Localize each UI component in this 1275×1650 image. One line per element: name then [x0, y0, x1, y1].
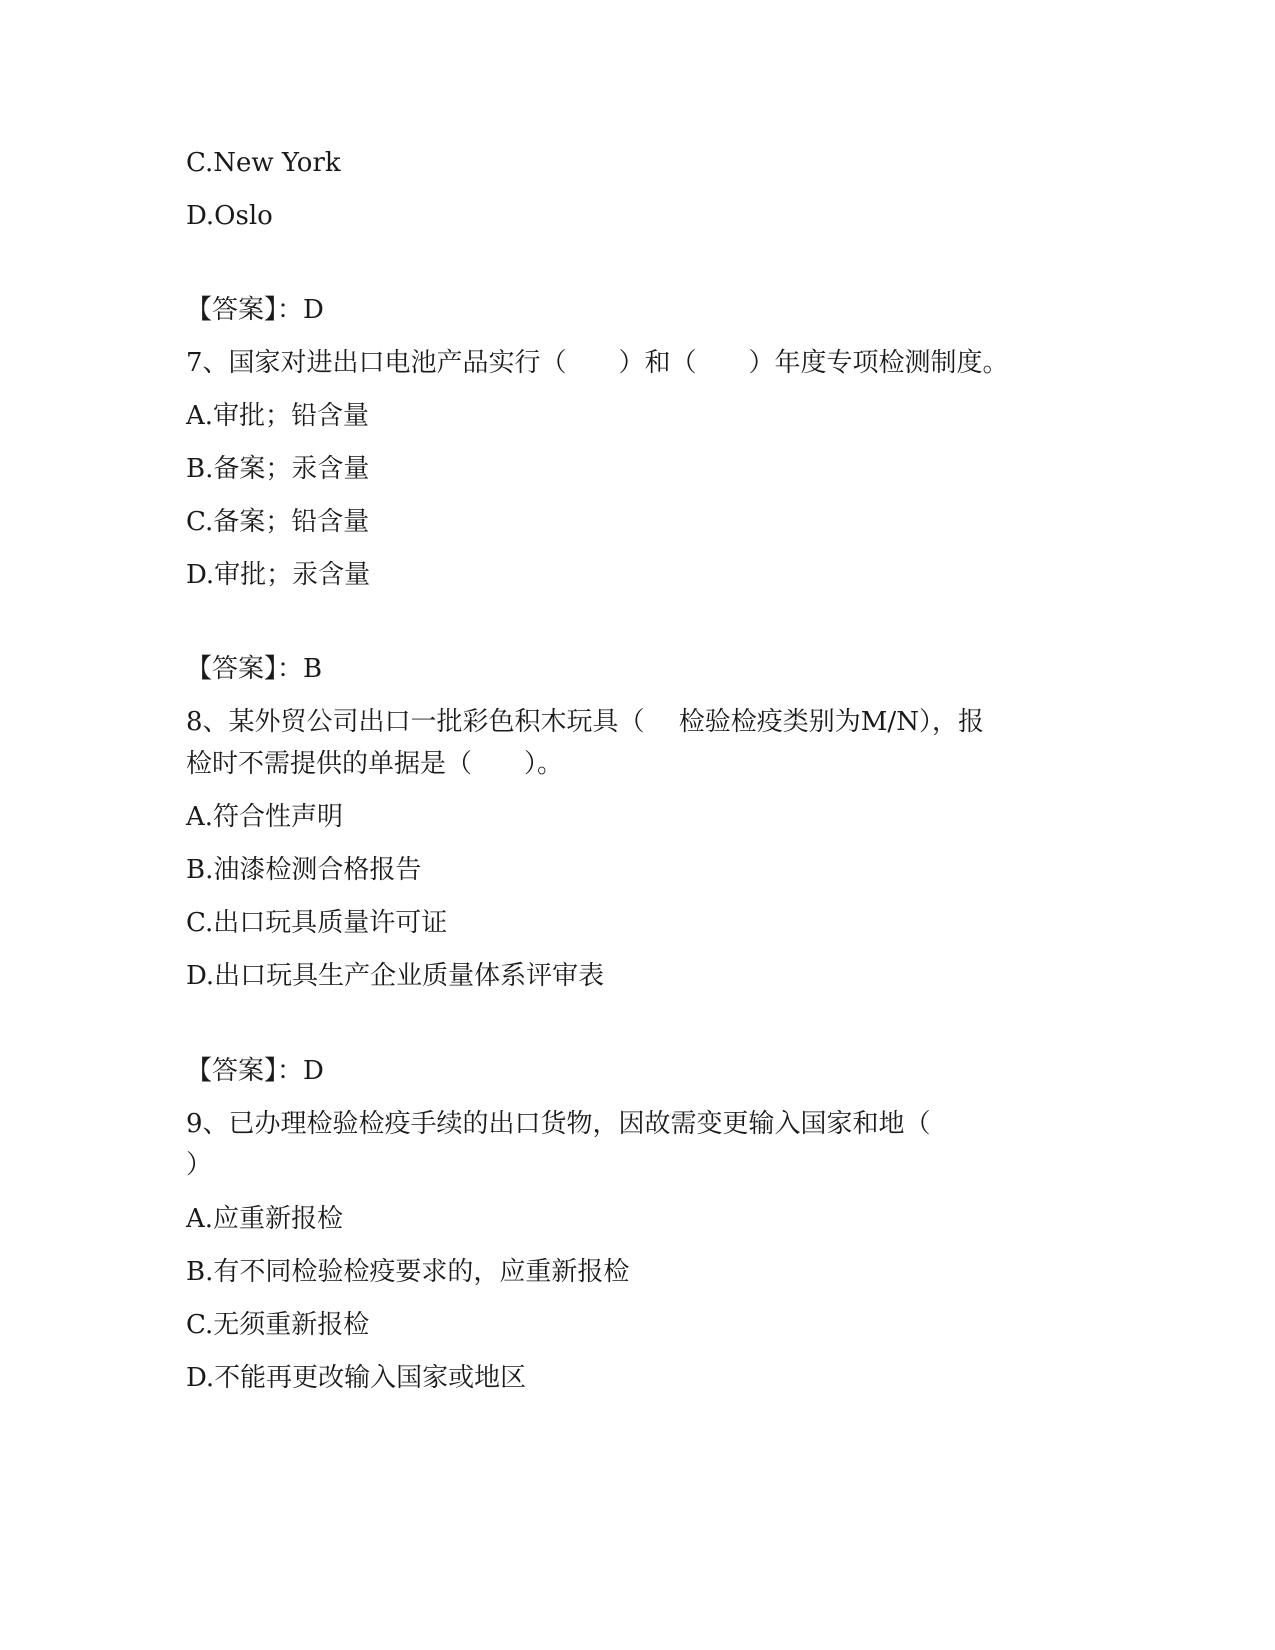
q6-answer: 【答案】：D — [186, 295, 324, 325]
q8-option-a: A.符合性声明 — [186, 802, 344, 832]
q9-option-a: A.应重新报检 — [186, 1204, 344, 1234]
q7-stem: 7、国家对进出口电池产品实行（ ）和（ ）年度专项检测制度。 — [186, 348, 1009, 378]
q9-option-c: C.无须重新报检 — [186, 1310, 370, 1340]
q8-option-b: B.油漆检测合格报告 — [186, 855, 422, 885]
q8-option-c: C.出口玩具质量许可证 — [186, 908, 448, 938]
q8-answer: 【答案】：D — [186, 1056, 324, 1086]
q8-stem-line1: 8、某外贸公司出口一批彩色积木玩具（ 检验检疫类别为M/N），报 — [186, 707, 984, 737]
q9-option-d: D.不能再更改输入国家或地区 — [186, 1363, 527, 1393]
q7-option-b: B.备案；汞含量 — [186, 454, 370, 484]
q7-option-c: C.备案；铅含量 — [186, 507, 370, 537]
q9-stem-line1: 9、已办理检验检疫手续的出口货物，因故需变更输入国家和地（ — [186, 1109, 931, 1139]
q8-option-d: D.出口玩具生产企业质量体系评审表 — [186, 961, 605, 991]
q7-answer: 【答案】：B — [186, 654, 323, 684]
q8-stem-line2: 检时不需提供的单据是（ ）。 — [186, 749, 564, 779]
q9-option-b: B.有不同检验检疫要求的，应重新报检 — [186, 1257, 630, 1287]
q9-stem-line2: ） — [186, 1150, 213, 1180]
q6-option-d: D.Oslo — [186, 201, 273, 231]
q7-option-d: D.审批；汞含量 — [186, 560, 371, 590]
q7-option-a: A.审批；铅含量 — [186, 401, 370, 431]
q6-option-c: C.New York — [186, 148, 341, 178]
